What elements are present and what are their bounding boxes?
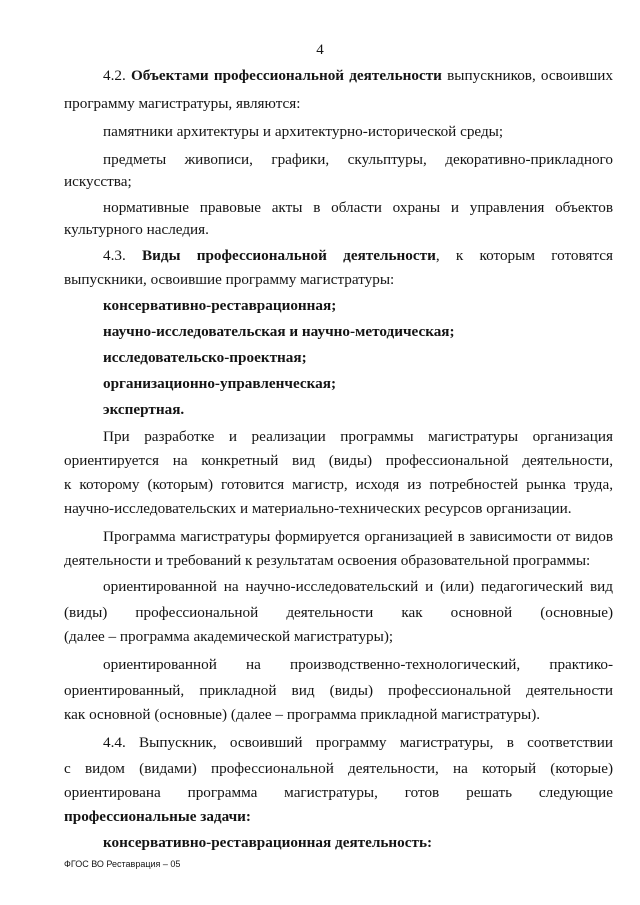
activity-type: консервативно-реставрационная; xyxy=(103,297,337,314)
section-4-2-line-2: программу магистратуры, являются: xyxy=(64,95,301,112)
paragraph-line: При разработке и реализации программы магистратуры организация xyxy=(103,428,613,445)
section-number: 4.2. xyxy=(103,67,126,84)
section-number: 4.3. xyxy=(103,247,126,264)
section-4-4-line-3: ориентирована программа магистратуры, готов решать следующие xyxy=(64,784,613,801)
activity-type: экспертная. xyxy=(103,401,185,418)
paragraph-line: к которому (которым) готовится магистр, исходя из потребностей рынка труда, xyxy=(64,476,613,493)
paragraph-line: ориентированный, прикладной вид (виды) профессиональной деятельности xyxy=(64,682,613,699)
list-item: предметы живописи, графики, скульптуры, декоративно-прикладного xyxy=(103,151,613,168)
section-4-2-line-1: 4.2. Объектами профессиональной деятельности выпускников, освоивших xyxy=(103,67,614,84)
paragraph-line: деятельности и требований к результатам освоения образовательной программы: xyxy=(64,552,591,569)
activity-type: организационно-управленческая; xyxy=(103,375,336,392)
section-4-4-line-1: 4.4. Выпускник, освоивший программу магистратуры, в соответствии xyxy=(103,734,613,751)
list-item: нормативные правовые акты в области охраны и управления объектов xyxy=(103,199,613,216)
section-4-4-line-2: с видом (видами) профессиональной деятельности, на который (которые) xyxy=(64,760,613,777)
section-4-4-line-4: профессиональные задачи: xyxy=(64,808,251,825)
section-term: Виды профессиональной деятельности xyxy=(142,247,436,264)
paragraph-line: научно-исследовательских и материально-технических ресурсов организации. xyxy=(64,500,572,517)
section-4-3-line-2: выпускники, освоившие программу магистратуры: xyxy=(64,271,395,288)
paragraph-line: ориентированной на научно-исследовательский и (или) педагогический вид xyxy=(103,578,613,595)
paragraph-line: Программа магистратуры формируется организацией в зависимости от видов xyxy=(103,528,613,545)
section-4-3-line-1: 4.3. Виды профессиональной деятельности, к которым готовятся xyxy=(103,247,613,264)
list-item: памятники архитектуры и архитектурно-исторической среды; xyxy=(103,123,504,140)
activity-type: исследовательско-проектная; xyxy=(103,349,307,366)
section-term: Объектами профессиональной деятельности xyxy=(130,67,442,84)
activity-type: научно-исследовательская и научно-методическая; xyxy=(103,323,455,340)
paragraph-line: ориентированной на производственно-технологический, практико- xyxy=(103,656,613,673)
page-number: 4 xyxy=(316,42,324,58)
list-item-continuation: культурного наследия. xyxy=(64,221,209,238)
list-item-continuation: искусства; xyxy=(64,173,132,190)
paragraph-line: (далее – программа академической магистратуры); xyxy=(64,628,394,645)
paragraph-line: как основной (основные) (далее – программа прикладной магистратуры). xyxy=(64,706,541,723)
paragraph-line: ориентируется на конкретный вид (виды) профессиональной деятельности, xyxy=(64,452,613,469)
page-footer: ФГОС ВО Реставрация – 05 xyxy=(64,859,181,869)
paragraph-line: (виды) профессиональной деятельности как основной (основные) xyxy=(64,604,613,621)
subsection-heading: консервативно-реставрационная деятельность: xyxy=(103,834,433,851)
